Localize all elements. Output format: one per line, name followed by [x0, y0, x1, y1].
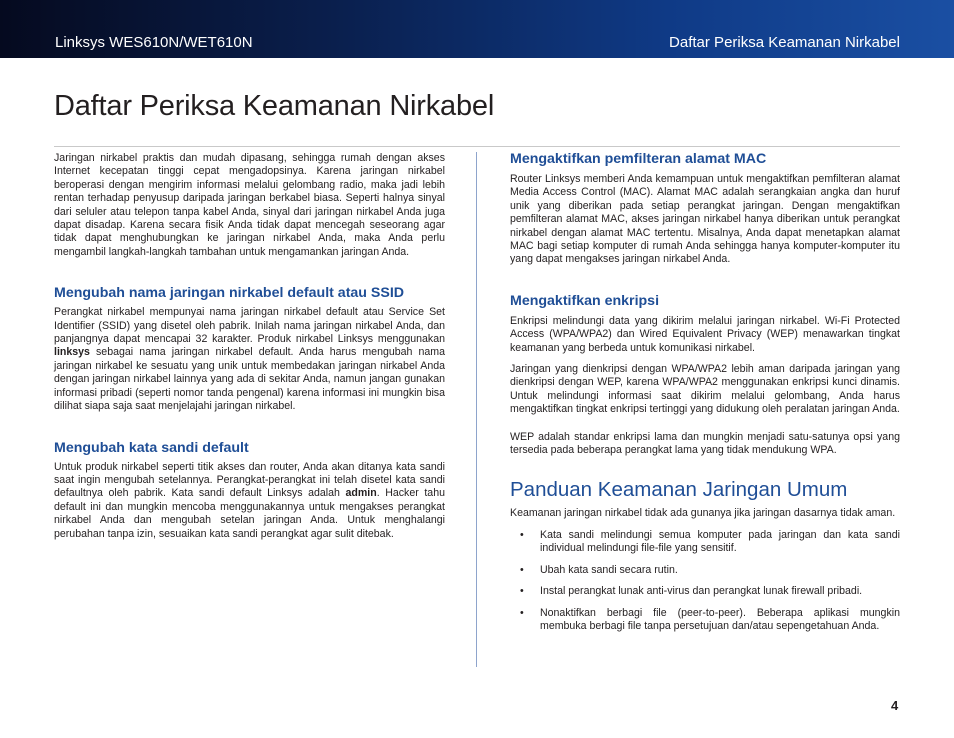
- password-text-start: Untuk produk nirkabel seperti titik akses dan router, Anda akan ditanya kata sandi saat ingin mengubah setelannya. Perangkat-perangkat ini telah disetel kata sandi defaultnya oleh pabrik. Kata sandi default Linksys adalah: [54, 460, 445, 500]
- ssid-heading: Mengubah nama jaringan nirkabel default atau SSID: [54, 285, 405, 302]
- list-item: [510, 585, 900, 598]
- bullet-icon: •: [520, 563, 524, 576]
- guide-heading: Panduan Keamanan Jaringan Umum: [510, 477, 848, 501]
- bullet-icon: •: [520, 606, 524, 619]
- mac-heading: Mengaktifkan pemfilteran alamat MAC: [510, 151, 767, 167]
- list-item-text: Ubah kata sandi secara rutin.: [540, 563, 678, 576]
- header-section-name: Daftar Periksa Keamanan Nirkabel: [669, 34, 900, 51]
- list-item-text: Kata sandi melindungi semua komputer pada jaringan dan kata sandi individual melindungi file-file yang sensitif.: [540, 528, 900, 555]
- guide-intro: Keamanan jaringan nirkabel tidak ada gunanya jika jaringan dasarnya tidak aman.: [510, 506, 896, 519]
- left-column: [54, 152, 445, 541]
- intro-paragraph: Jaringan nirkabel praktis dan mudah dipasang, sehingga rumah dengan akses Internet kecepatan tinggi cepat mengadopsinya. Karena jaringan nirkabel beroperasi dengan mengirim informasi melalui gelombang radio, maka jadi lebih rentan terhadap penyusup daripada jaringan berkabel biasa. Seperti halnya sinyal dari seluler atau telepon tanpa kabel Anda, sinyal dari jaringan nirkabel Anda juga dapat disadap. Karena secara fisik Anda tidak dapat mencegah seseorang agar tidak dapat menghubungkan ke jaringan nirkabel Anda, maka Anda perlu mengambil langkah-langkah tambahan untuk mengamankan jaringan Anda.: [54, 152, 445, 258]
- page-title: Daftar Periksa Keamanan Nirkabel: [54, 90, 495, 122]
- password-text-end: . Hacker tahu default ini dan mungkin mencoba menggunakannya untuk mengakses perangkat nirkabel Anda dan mengubah setelan jaringan Anda. Untuk menghalangi perubahan tanpa izin, sesuaikan kata sandi perangkat agar sulit ditebak.: [54, 487, 445, 540]
- list-item: [510, 607, 900, 634]
- ssid-text-end: sebagai nama jaringan nirkabel default. Anda harus mengubah nama jaringan nirkabel ke sesuatu yang unik untuk membedakan jaringan nirkabel Anda dengan jaringan nirkabel lainnya yang ada di sekitar Anda, namun jangan gunakan informasi pribadi (seperti nomor tanda pengenal) karena informasi ini mungkin bisa dilihat siapa saja saat menjelajahi jaringan nirkabel.: [54, 346, 445, 413]
- ssid-default-name: linksys: [54, 346, 90, 359]
- encryption-paragraph-3: WEP adalah standar enkripsi lama dan mungkin menjadi satu-satunya opsi yang tersedia pada beberapa perangkat lama yang tidak mendukung WPA.: [510, 430, 900, 457]
- encryption-paragraph-1: Enkripsi melindungi data yang dikirim melalui jaringan nirkabel. Wi-Fi Protected Access (WPA/WPA2) dan Wired Equivalent Privacy (WEP) menawarkan tingkat keamanan yang berbeda untuk komunikasi nirkabel.: [510, 314, 900, 354]
- password-heading: Mengubah kata sandi default: [54, 439, 249, 456]
- title-divider: [54, 146, 900, 147]
- encryption-paragraph-2: Jaringan yang dienkripsi dengan WPA/WPA2 lebih aman daripada jaringan yang dienkripsi dengan WEP, karena WPA/WPA2 menggunakan enkripsi kunci dinamis. Untuk melindungi informasi saat dikirim melalui gelombang, Anda harus mengaktifkan tingkat enkripsi tertinggi yang didukung oleh peralatan jaringan Anda.: [510, 363, 900, 416]
- mac-paragraph: Router Linksys memberi Anda kemampuan untuk mengaktifkan pemfilteran alamat Media Access Control (MAC). Alamat MAC adalah serangkaian angka dan huruf unik yang diberikan pada setiap perangkat jaringan. Dengan mengaktifkan pemfilteran alamat MAC, akses jaringan nirkabel hanya diberikan untuk perangkat nirkabel dengan alamat MAC tertentu. Misalnya, Anda dapat menetapkan alamat MAC bagi setiap komputer di rumah Anda sehingga hanya komputer-komputer itu yang dapat mengakses jaringan nirkabel Anda.: [510, 173, 900, 266]
- list-item: [510, 529, 900, 556]
- ssid-text-start: Perangkat nirkabel mempunyai nama jaringan nirkabel default atau Service Set Identifier (SSID) yang disetel oleh pabrik. Inilah nama jaringan nirkabel Anda, dan panjangnya dapat mencapai 32 karakter. Produk nirkabel Linksys menggunakan: [54, 306, 445, 346]
- encryption-heading: Mengaktifkan enkripsi: [510, 292, 660, 309]
- guide-bullet-list: [510, 529, 900, 633]
- right-column: [510, 150, 900, 633]
- list-item-text: Instal perangkat lunak anti-virus dan perangkat lunak firewall pribadi.: [540, 585, 863, 598]
- page-number: 4: [891, 698, 899, 713]
- password-default-value: admin: [345, 487, 377, 500]
- password-paragraph: [54, 461, 445, 541]
- bullet-icon: •: [520, 585, 524, 598]
- list-item: [510, 564, 900, 577]
- list-item-text: Nonaktifkan berbagi file (peer-to-peer). Beberapa aplikasi mungkin membuka berbagi file tanpa persetujuan dan/atau sepengetahuan Anda.: [540, 606, 900, 632]
- ssid-paragraph: [54, 306, 445, 413]
- header-product-name: Linksys WES610N/WET610N: [55, 34, 253, 51]
- column-divider: [476, 152, 477, 667]
- page-header-bar: [0, 0, 954, 58]
- bullet-icon: •: [520, 528, 524, 541]
